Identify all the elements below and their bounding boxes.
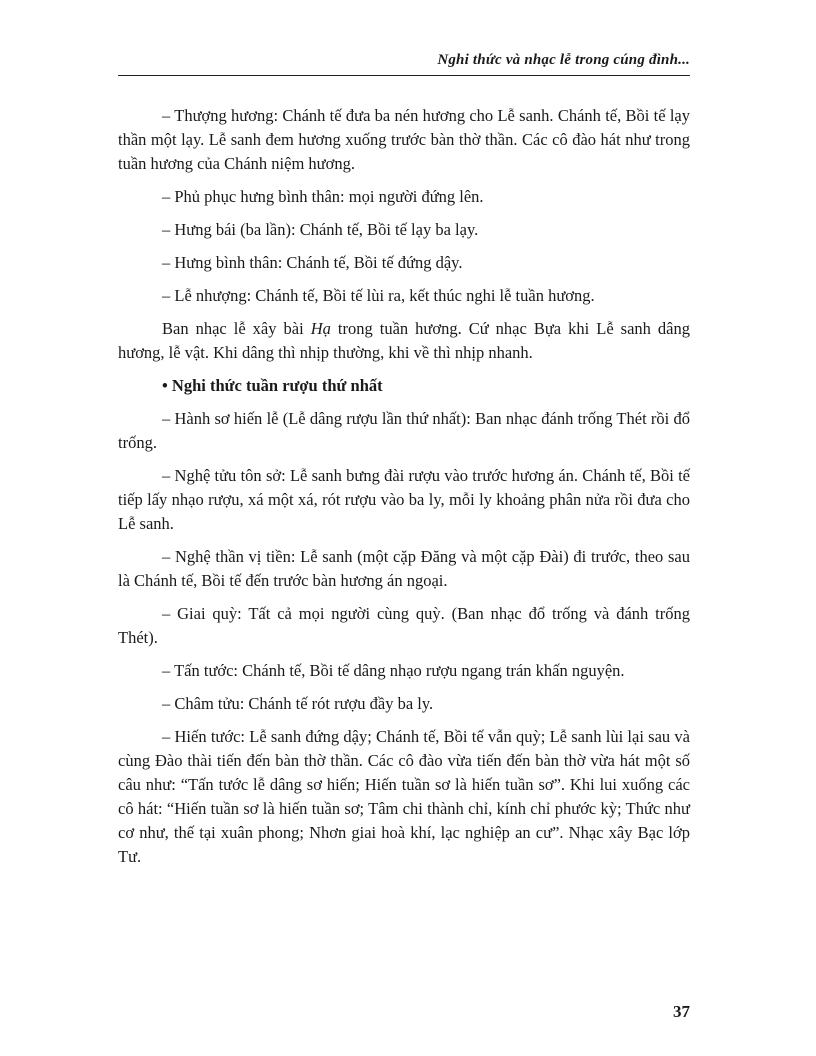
paragraph-le-nhuong: – Lễ nhượng: Chánh tế, Bồi tế lùi ra, kết thúc nghi lễ tuần hương.: [162, 286, 595, 305]
paragraph-tan-tuoc: – Tấn tước: Chánh tế, Bồi tế dâng nhạo rượu ngang trán khấn nguyện.: [162, 661, 625, 680]
paragraph-cham-tuu: – Châm tửu: Chánh tế rót rượu đầy ba ly.: [162, 694, 434, 713]
paragraph-hung-binh-than: – Hưng bình thân: Chánh tế, Bồi tế đứng dậy.: [162, 253, 463, 272]
band-text-after: trong tuần hương. Cứ nhạc Bựa khi Lễ sanh dâng hương, lễ vật. Khi dâng thì nhịp thường, khi về thì nhịp nhanh.: [118, 319, 690, 362]
body-text: [118, 104, 690, 878]
header-rule: [118, 75, 690, 76]
paragraph-hanh-so-hien-le: – Hành sơ hiến lễ (Lễ dâng rượu lần thứ nhất): Ban nhạc đánh trống Thét rồi đổ trống.: [118, 409, 690, 452]
paragraph-hien-tuoc: – Hiến tước: Lễ sanh đứng dậy; Chánh tế, Bồi tế vẫn quỳ; Lễ sanh lùi lại sau và cùng Đào thài tiến đến bàn thờ thần. Các cô đào vừa tiến đến bàn thờ vừa hát một số câu như: “Tấn tước lễ dâng sơ hiến; Hiến tuần sơ là hiến tuần sơ”. Khi lui xuống các cô hát: “Hiến tuần sơ là hiến tuần sơ; Tâm chi thành chỉ, kính chỉ phước kỳ; Thức như cơ như, thế tại xuân phong; Nhơn giai hoà khí, lạc nghiệp an cư”. Nhạc xây Bạc lớp Tư.: [118, 727, 690, 866]
paragraph-hung-bai: – Hưng bái (ba lần): Chánh tế, Bồi tế lạy ba lạy.: [162, 220, 479, 239]
paragraph-phu-phuc: – Phủ phục hưng bình thân: mọi người đứng lên.: [162, 187, 484, 206]
running-header: Nghi thức và nhạc lễ trong cúng đình...: [437, 52, 690, 68]
band-text-before: Ban nhạc lễ xây bài: [162, 319, 311, 338]
paragraph-nghe-than-vi-tien: – Nghệ thần vị tiền: Lễ sanh (một cặp Đăng và một cặp Đài) đi trước, theo sau là Chánh tế, Bồi tế đến trước bàn hương án ngoại.: [118, 547, 690, 590]
band-text-emphasis: Hạ: [310, 319, 331, 338]
section-heading: • Nghi thức tuần rượu thứ nhất: [162, 376, 383, 395]
paragraph-thuong-huong: – Thượng hương: Chánh tế đưa ba nén hương cho Lễ sanh. Chánh tế, Bồi tế lạy thần một lạy. Lễ sanh đem hương xuống trước bàn thờ thần. Các cô đào hát như trong tuần hương của Chánh niệm hương.: [118, 106, 690, 173]
page-number: 37: [673, 1002, 690, 1021]
paragraph-ban-nhac: [118, 317, 690, 365]
paragraph-nghe-tuu-ton-so: – Nghệ tửu tôn sở: Lễ sanh bưng đài rượu vào trước hương án. Chánh tế, Bồi tế tiếp lấy nhạo rượu, xá một xá, rót rượu vào ba ly, mỗi ly khoảng phân nửa rồi đưa cho Lễ sanh.: [118, 466, 690, 533]
paragraph-giai-quy: – Giai quỳ: Tất cả mọi người cùng quỳ. (Ban nhạc đổ trống và đánh trống Thét).: [118, 604, 690, 647]
